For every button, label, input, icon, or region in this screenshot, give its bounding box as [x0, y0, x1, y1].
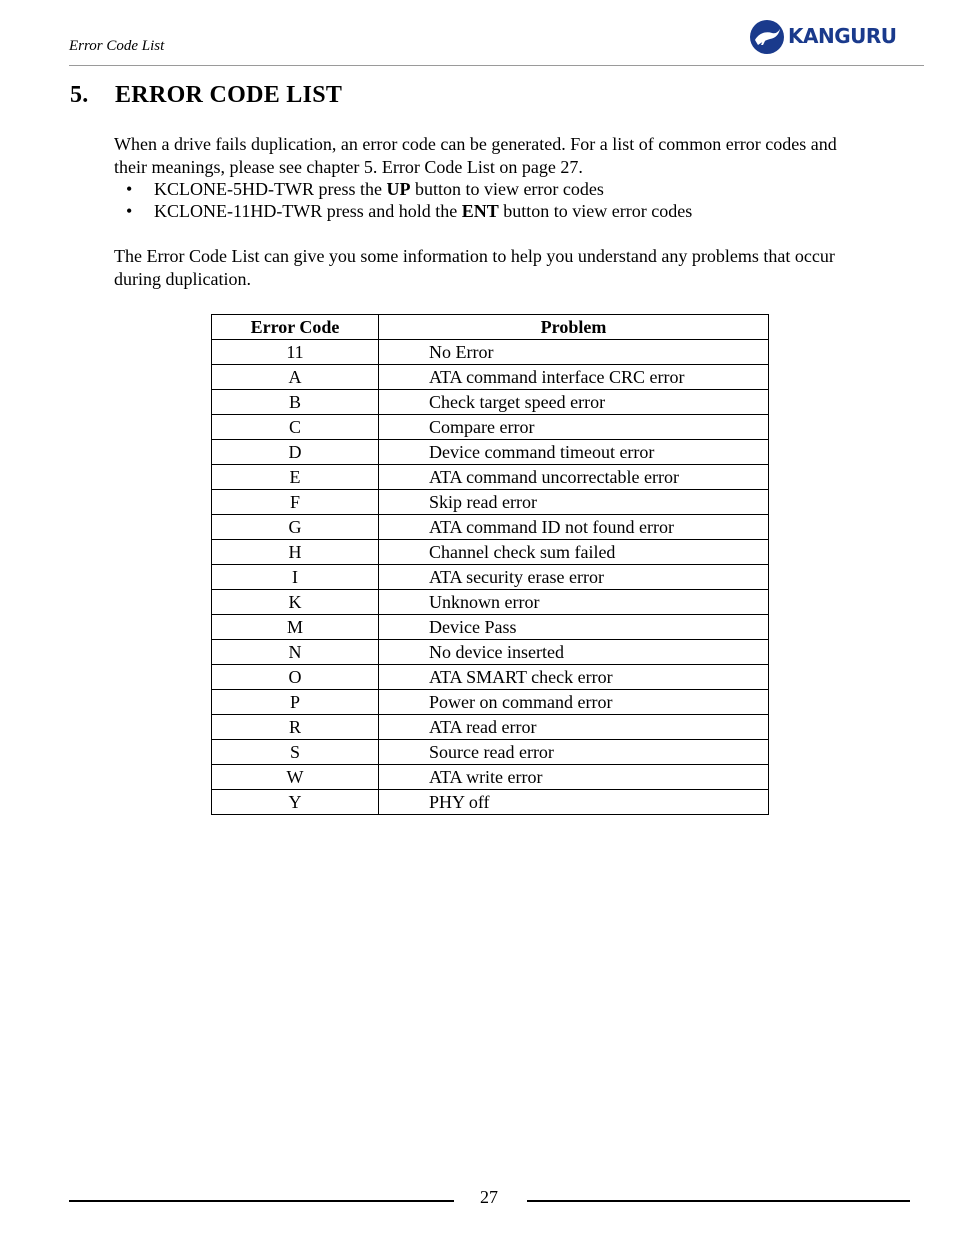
error-code-cell: O	[212, 665, 379, 690]
error-code-cell: P	[212, 690, 379, 715]
section-title: ERROR CODE LIST	[115, 82, 343, 108]
error-code-cell: C	[212, 415, 379, 440]
problem-cell: Device Pass	[379, 615, 769, 640]
table-row	[212, 465, 769, 490]
problem-cell: Compare error	[379, 415, 769, 440]
table-row	[212, 540, 769, 565]
error-code-cell: N	[212, 640, 379, 665]
error-code-cell: S	[212, 740, 379, 765]
error-code-cell: M	[212, 615, 379, 640]
table-row	[212, 715, 769, 740]
error-code-cell: Y	[212, 790, 379, 815]
table-row	[212, 640, 769, 665]
intro-paragraph: When a drive fails duplication, an error code can be generated. For a list of common error codes and their meanings, please see chapter 5. Error Code List on page 27.	[114, 134, 837, 177]
page-number: 27	[480, 1187, 498, 1207]
table-row	[212, 440, 769, 465]
error-code-cell: W	[212, 765, 379, 790]
problem-cell: ATA security erase error	[379, 565, 769, 590]
kanguru-logo-icon	[748, 18, 786, 56]
problem-cell: Channel check sum failed	[379, 540, 769, 565]
problem-cell: Source read error	[379, 740, 769, 765]
problem-cell: Skip read error	[379, 490, 769, 515]
problem-cell: ATA write error	[379, 765, 769, 790]
problem-cell: Power on command error	[379, 690, 769, 715]
error-code-table	[211, 314, 769, 815]
bullet-bold-key: UP	[386, 179, 411, 199]
header-title: Error Code List	[69, 38, 165, 54]
bullet-item-11hd	[114, 200, 692, 222]
footer-rule-right	[527, 1200, 910, 1202]
error-code-cell: D	[212, 440, 379, 465]
logo-wordmark: KANGURU	[788, 24, 897, 48]
column-header-error-code: Error Code	[212, 315, 379, 340]
kanguru-logo	[748, 17, 913, 57]
error-code-cell: H	[212, 540, 379, 565]
error-code-cell: G	[212, 515, 379, 540]
error-code-cell: 11	[212, 340, 379, 365]
problem-cell: ATA command uncorrectable error	[379, 465, 769, 490]
problem-cell: Check target speed error	[379, 390, 769, 415]
table-header-row	[212, 315, 769, 340]
table-row	[212, 390, 769, 415]
error-code-cell: K	[212, 590, 379, 615]
table-row	[212, 740, 769, 765]
problem-cell: ATA SMART check error	[379, 665, 769, 690]
bullet-icon: •	[126, 201, 133, 221]
table-row	[212, 565, 769, 590]
section-heading	[70, 82, 342, 109]
error-code-cell: B	[212, 390, 379, 415]
table-row	[212, 790, 769, 815]
footer-rule-left	[69, 1200, 454, 1202]
table-row	[212, 765, 769, 790]
bullet-text: button to view error codes	[498, 201, 693, 221]
problem-cell: No Error	[379, 340, 769, 365]
table-row	[212, 665, 769, 690]
problem-cell: Device command timeout error	[379, 440, 769, 465]
table-row	[212, 340, 769, 365]
bullet-item-5hd	[114, 178, 692, 200]
problem-cell: ATA read error	[379, 715, 769, 740]
table-row	[212, 690, 769, 715]
problem-cell: PHY off	[379, 790, 769, 815]
error-code-cell: F	[212, 490, 379, 515]
problem-cell: No device inserted	[379, 640, 769, 665]
table-row	[212, 615, 769, 640]
table-row	[212, 490, 769, 515]
problem-cell: ATA command ID not found error	[379, 515, 769, 540]
info-paragraph: The Error Code List can give you some information to help you understand any problems that occur during duplication.	[114, 246, 835, 289]
section-number: 5.	[70, 82, 89, 108]
table-row	[212, 515, 769, 540]
table-row	[212, 415, 769, 440]
header-divider	[69, 65, 924, 66]
bullet-list	[114, 178, 692, 222]
error-code-cell: A	[212, 365, 379, 390]
bullet-bold-key: ENT	[461, 201, 499, 221]
table-row	[212, 365, 769, 390]
bullet-text: button to view error codes	[410, 179, 604, 199]
error-code-cell: E	[212, 465, 379, 490]
table-row	[212, 590, 769, 615]
problem-cell: Unknown error	[379, 590, 769, 615]
bullet-icon: •	[126, 179, 133, 199]
column-header-problem: Problem	[379, 315, 769, 340]
problem-cell: ATA command interface CRC error	[379, 365, 769, 390]
error-code-cell: R	[212, 715, 379, 740]
error-code-cell: I	[212, 565, 379, 590]
bullet-text: KCLONE-11HD-TWR press and hold the	[154, 201, 462, 221]
bullet-text: KCLONE-5HD-TWR press the	[154, 179, 387, 199]
table-body	[212, 340, 769, 815]
